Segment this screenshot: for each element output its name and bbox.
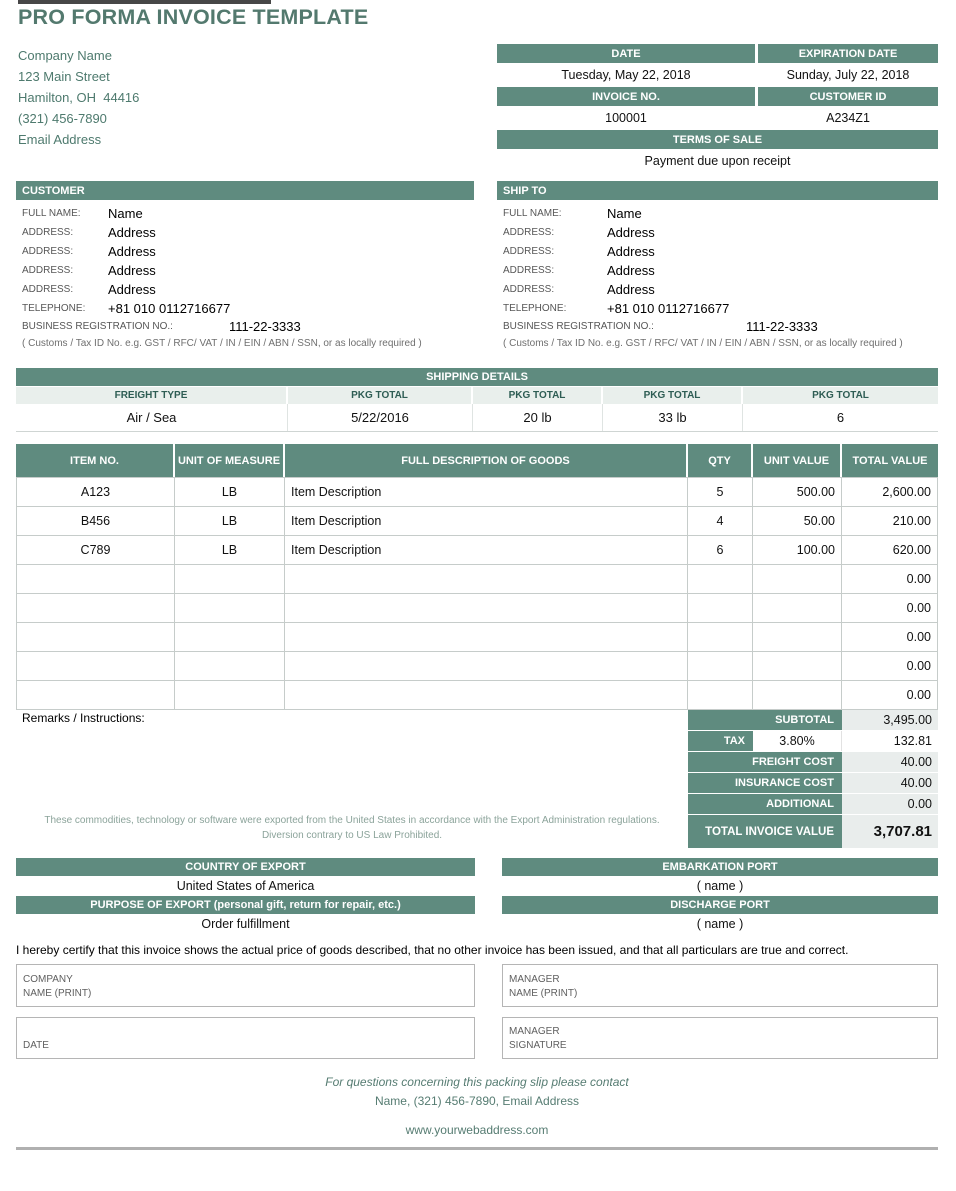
customer-field-row [16, 204, 474, 223]
company-phone[interactable]: (321) 456-7890 [18, 111, 107, 126]
unit-of-measure-cell[interactable] [175, 652, 285, 681]
field-label: ADDRESS: [503, 246, 555, 257]
customer-field-row [16, 223, 474, 242]
field-value[interactable]: Address [607, 263, 655, 278]
column-header: PKG TOTAL [603, 387, 743, 404]
additional-row [688, 794, 938, 814]
export-notice-line2: Diversion contrary to US Law Prohibited. [261, 830, 443, 841]
export-notice-line1: These commodities, technology or software were exported from the United States in accordance with the Export Administration regulations. [44, 815, 660, 826]
ship-to-field-row [497, 204, 938, 223]
brn-value[interactable]: 111-22-3333 [228, 319, 301, 334]
field-label: ADDRESS: [22, 227, 74, 238]
field-label: TELEPHONE: [503, 303, 567, 314]
customer-tax-id-note: ( Customs / Tax ID No. e.g. GST / RFC/ VAT / IN / EIN / ABN / SSN, or as locally required ) [22, 338, 422, 349]
field-value[interactable]: +81 010 0112716677 [108, 301, 231, 316]
field-label: ADDRESS: [503, 265, 555, 276]
column-header: FREIGHT TYPE [16, 387, 288, 404]
field-value[interactable]: Address [607, 225, 655, 240]
item-no-cell[interactable] [17, 594, 175, 623]
top-edge-artifact [18, 0, 271, 4]
signature-label: NAME (PRINT) [509, 988, 578, 999]
description-cell[interactable] [285, 652, 688, 681]
signature-label: SIGNATURE [509, 1040, 567, 1051]
qty-cell[interactable]: 6 [688, 536, 753, 565]
insurance-cost-label: INSURANCE COST [688, 773, 842, 793]
additional-label: ADDITIONAL [688, 794, 842, 814]
field-value[interactable]: +81 010 0112716677 [607, 301, 730, 316]
qty-cell[interactable] [688, 565, 753, 594]
embarkation-port-header: EMBARKATION PORT [502, 858, 938, 876]
item-no-cell[interactable] [17, 681, 175, 710]
customer-id-value[interactable]: A234Z1 [758, 107, 938, 129]
certification-statement: I hereby certify that this invoice shows the actual price of goods described, that no other invoice has been issued, and that all particulars are true and correct. [16, 943, 849, 957]
country-of-export-header: COUNTRY OF EXPORT [16, 858, 475, 876]
column-header: PKG TOTAL [473, 387, 603, 404]
customer-field-row [16, 299, 474, 318]
ship-to-field-row [497, 280, 938, 299]
tax-value: 132.81 [842, 731, 938, 751]
ship-to-tax-id-note: ( Customs / Tax ID No. e.g. GST / RFC/ VAT / IN / EIN / ABN / SSN, or as locally required ) [503, 338, 903, 349]
ship-to-field-row [497, 299, 938, 318]
manager-signature-box[interactable] [502, 1017, 938, 1059]
unit-value-cell[interactable] [753, 623, 842, 652]
column-header: UNIT OF MEASURE [175, 444, 285, 477]
purpose-of-export-value[interactable]: Order fulfillment [201, 917, 290, 931]
signature-label: MANAGER [509, 974, 560, 985]
column-header: TOTAL VALUE [842, 444, 938, 477]
invoice-no-header: INVOICE NO. [497, 87, 755, 106]
bottom-divider [16, 1147, 938, 1150]
column-header: PKG TOTAL [743, 387, 938, 404]
date-signature-box[interactable] [16, 1017, 475, 1059]
shipping-details-values [16, 404, 938, 432]
date-header: DATE [497, 44, 755, 63]
footer-contact-info: Name, (321) 456-7890, Email Address [374, 1094, 580, 1108]
table-row [17, 623, 938, 652]
signature-label: DATE [23, 1040, 49, 1051]
field-label: FULL NAME: [503, 208, 562, 219]
total-invoice-value-label: TOTAL INVOICE VALUE [688, 815, 842, 848]
footer-website: www.yourwebaddress.com [405, 1123, 549, 1137]
totals-block [688, 710, 938, 848]
subtotal-row [688, 710, 938, 730]
field-value[interactable]: Address [607, 282, 655, 297]
tax-label: TAX [688, 731, 753, 751]
qty-cell[interactable]: 5 [688, 478, 753, 507]
ship-to-field-row [497, 242, 938, 261]
table-row [17, 594, 938, 623]
terms-of-sale-value[interactable]: Payment due upon receipt [497, 150, 938, 172]
description-cell[interactable] [285, 565, 688, 594]
date-value[interactable]: Tuesday, May 22, 2018 [497, 64, 755, 86]
signature-label: NAME (PRINT) [23, 988, 92, 999]
unit-of-measure-cell[interactable] [175, 565, 285, 594]
items-table-body [16, 477, 938, 710]
field-value[interactable]: Address [108, 282, 156, 297]
customer-field-row [16, 280, 474, 299]
pkg-total-value[interactable]: 5/22/2016 [288, 404, 473, 431]
description-cell[interactable] [285, 594, 688, 623]
pkg-total-value[interactable]: 20 lb [473, 404, 603, 431]
item-no-cell[interactable] [17, 652, 175, 681]
column-header: ITEM NO. [16, 444, 175, 477]
terms-of-sale-header: TERMS OF SALE [497, 130, 938, 149]
ship-to-field-row [497, 261, 938, 280]
items-table-header [16, 444, 938, 477]
table-row [17, 565, 938, 594]
total-value-cell: 210.00 [842, 507, 938, 536]
ship-to-fields [497, 204, 938, 349]
ship-to-field-row [497, 223, 938, 242]
company-street[interactable]: 123 Main Street [18, 69, 110, 84]
customer-section-header: CUSTOMER [16, 181, 474, 200]
field-value[interactable]: Name [108, 206, 143, 221]
field-label: ADDRESS: [503, 227, 555, 238]
qty-cell[interactable]: 4 [688, 507, 753, 536]
table-row [17, 681, 938, 710]
qty-cell[interactable] [688, 594, 753, 623]
purpose-of-export-header: PURPOSE OF EXPORT (personal gift, return for repair, etc.) [16, 896, 475, 914]
ship-to-section-header: SHIP TO [497, 181, 938, 200]
field-value[interactable]: Address [108, 225, 156, 240]
unit-value-cell[interactable]: 500.00 [753, 478, 842, 507]
insurance-cost-row [688, 773, 938, 793]
footer-contact-note: For questions concerning this packing slip please contact [325, 1075, 629, 1089]
subtotal-value: 3,495.00 [842, 710, 938, 730]
freight-cost-value[interactable]: 40.00 [842, 752, 938, 772]
pkg-total-value[interactable]: 33 lb [603, 404, 743, 431]
column-header: QTY [688, 444, 753, 477]
column-header: UNIT VALUE [753, 444, 842, 477]
unit-of-measure-cell[interactable] [175, 623, 285, 652]
company-info-block [18, 45, 139, 150]
field-label: ADDRESS: [22, 246, 74, 257]
qty-cell[interactable] [688, 681, 753, 710]
field-value[interactable]: Address [607, 244, 655, 259]
unit-value-cell[interactable] [753, 594, 842, 623]
unit-value-cell[interactable] [753, 565, 842, 594]
freight-cost-row [688, 752, 938, 772]
field-value[interactable]: Address [108, 244, 156, 259]
pkg-total-value[interactable]: 6 [836, 410, 845, 425]
item-no-cell[interactable] [17, 565, 175, 594]
brn-label: BUSINESS REGISTRATION NO.: [503, 321, 654, 332]
field-label: ADDRESS: [503, 284, 555, 295]
total-value-cell: 0.00 [842, 565, 938, 594]
customer-id-header: CUSTOMER ID [758, 87, 938, 106]
unit-of-measure-cell[interactable]: LB [175, 536, 285, 565]
shipping-details-header: SHIPPING DETAILS [16, 368, 938, 386]
description-cell[interactable] [285, 623, 688, 652]
shipping-details-columns [16, 387, 938, 404]
tax-row [688, 731, 938, 751]
customer-brn-row [16, 318, 474, 335]
additional-value[interactable]: 0.00 [842, 794, 938, 814]
field-value[interactable]: Address [108, 263, 156, 278]
field-label: ADDRESS: [22, 284, 74, 295]
total-value-cell: 0.00 [842, 623, 938, 652]
insurance-cost-value[interactable]: 40.00 [842, 773, 938, 793]
item-no-cell[interactable]: A123 [17, 478, 175, 507]
brn-label: BUSINESS REGISTRATION NO.: [22, 321, 173, 332]
item-no-cell[interactable] [17, 623, 175, 652]
country-of-export-value[interactable]: United States of America [176, 879, 315, 893]
field-label: FULL NAME: [22, 208, 81, 219]
company-email[interactable]: Email Address [18, 132, 102, 147]
description-cell[interactable]: Item Description [285, 507, 688, 536]
table-row [17, 507, 938, 536]
unit-of-measure-cell[interactable]: LB [175, 478, 285, 507]
invoice-info-table [497, 44, 938, 172]
expiration-date-value[interactable]: Sunday, July 22, 2018 [758, 64, 938, 86]
freight-cost-label: FREIGHT COST [688, 752, 842, 772]
brn-value[interactable]: 111-22-3333 [745, 319, 818, 334]
item-no-cell[interactable]: C789 [17, 536, 175, 565]
ship-to-brn-row [497, 318, 938, 335]
unit-of-measure-cell[interactable] [175, 594, 285, 623]
field-value[interactable]: Name [607, 206, 642, 221]
qty-cell[interactable] [688, 652, 753, 681]
item-no-cell[interactable]: B456 [17, 507, 175, 536]
company-name[interactable]: Company Name [18, 48, 112, 63]
signature-label: COMPANY [23, 974, 73, 985]
invoice-no-value[interactable]: 100001 [497, 107, 755, 129]
expiration-date-header: EXPIRATION DATE [758, 44, 938, 63]
customer-field-row [16, 242, 474, 261]
company-city[interactable]: Hamilton, OH 44416 [18, 90, 140, 105]
unit-value-cell[interactable]: 50.00 [753, 507, 842, 536]
customer-field-row [16, 261, 474, 280]
export-compliance-notice [16, 813, 688, 843]
discharge-port-value[interactable]: ( name ) [696, 917, 744, 931]
total-value-cell: 0.00 [842, 594, 938, 623]
unit-of-measure-cell[interactable] [175, 681, 285, 710]
signature-label: MANAGER [509, 1026, 560, 1037]
field-label: ADDRESS: [22, 265, 74, 276]
unit-value-cell[interactable] [753, 681, 842, 710]
table-row [17, 536, 938, 565]
total-value-cell: 0.00 [842, 681, 938, 710]
unit-value-cell[interactable]: 100.00 [753, 536, 842, 565]
remarks-label[interactable]: Remarks / Instructions: [22, 711, 145, 725]
unit-value-cell[interactable] [753, 652, 842, 681]
page-title: PRO FORMA INVOICE TEMPLATE [18, 5, 369, 29]
total-value-cell: 0.00 [842, 652, 938, 681]
description-cell[interactable]: Item Description [285, 478, 688, 507]
embarkation-port-value[interactable]: ( name ) [696, 879, 744, 893]
qty-cell[interactable] [688, 623, 753, 652]
total-invoice-value-row [688, 815, 938, 848]
company-name-signature-box[interactable] [16, 964, 475, 1007]
field-label: TELEPHONE: [22, 303, 86, 314]
total-value-cell: 620.00 [842, 536, 938, 565]
freight-type-value[interactable]: Air / Sea [16, 404, 288, 431]
total-value-cell: 2,600.00 [842, 478, 938, 507]
total-invoice-value: 3,707.81 [842, 815, 938, 848]
discharge-port-header: DISCHARGE PORT [502, 896, 938, 914]
description-cell[interactable] [285, 681, 688, 710]
column-header: FULL DESCRIPTION OF GOODS [285, 444, 688, 477]
unit-of-measure-cell[interactable]: LB [175, 507, 285, 536]
manager-name-signature-box[interactable] [502, 964, 938, 1007]
customer-fields [16, 204, 474, 349]
column-header: PKG TOTAL [288, 387, 473, 404]
tax-rate-cell[interactable]: 3.80% [753, 731, 842, 751]
description-cell[interactable]: Item Description [285, 536, 688, 565]
table-row [17, 652, 938, 681]
table-row [17, 478, 938, 507]
subtotal-label: SUBTOTAL [688, 710, 842, 730]
